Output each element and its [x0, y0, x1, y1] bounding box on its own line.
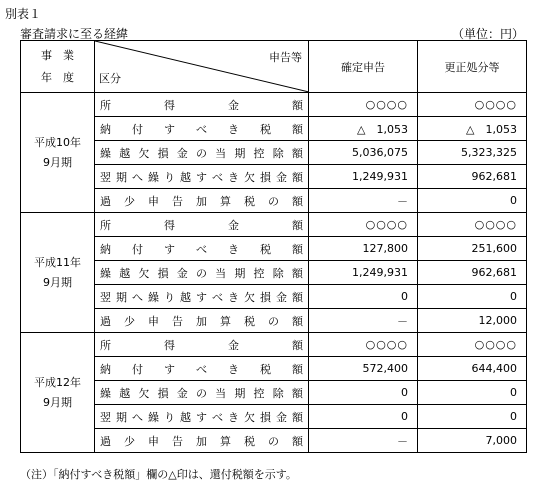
table-row	[21, 381, 527, 405]
kakutei-value: △ 1,053	[309, 117, 418, 141]
item-label-char: 額	[291, 386, 303, 400]
item-label-char: へ	[132, 170, 143, 184]
item-label-char: 期	[116, 170, 127, 184]
item-label-char: 期	[234, 266, 246, 280]
table-row	[21, 237, 527, 261]
item-label-char: 除	[272, 266, 284, 280]
item-label-char: へ	[132, 410, 143, 424]
item-label-char: 翌	[100, 170, 111, 184]
item-label-char: 越	[180, 290, 191, 304]
fiscal-period-cell	[21, 333, 95, 453]
item-label-char: 過	[100, 314, 111, 328]
item-label-char: り	[164, 290, 175, 304]
item-label-char: 欠	[244, 410, 255, 424]
item-label-char: 額	[292, 338, 303, 352]
item-label-char: 税	[260, 122, 271, 136]
item-label-kurikoshi	[95, 261, 309, 285]
kakutei-value: 1,249,931	[309, 261, 418, 285]
item-label-char: 翌	[100, 290, 111, 304]
item-label-char: 繰	[148, 410, 159, 424]
item-label-char: 少	[124, 194, 135, 208]
item-label-char: す	[164, 122, 175, 136]
kakutei-value: 572,400	[309, 357, 418, 381]
item-label-char: 得	[164, 218, 175, 232]
item-label-char: す	[164, 362, 175, 376]
item-label-char: り	[164, 170, 175, 184]
item-label-char: 算	[220, 194, 231, 208]
table-row	[21, 117, 527, 141]
item-label-shotoku	[95, 333, 309, 357]
header-row	[21, 41, 527, 93]
item-label-char: 税	[260, 362, 271, 376]
kakutei-value: －	[309, 429, 418, 453]
item-label-char: 額	[291, 146, 303, 160]
kosei-value: ○○○○	[418, 333, 527, 357]
item-label-char: 額	[292, 434, 303, 448]
item-label-char: 額	[292, 98, 303, 112]
item-label-char: す	[196, 290, 207, 304]
item-label-char: 所	[100, 98, 111, 112]
header-fiscal-year	[21, 41, 95, 93]
item-label-char: の	[268, 434, 279, 448]
item-label-char: き	[228, 122, 239, 136]
item-label-char: 税	[244, 194, 255, 208]
kosei-value: 7,000	[418, 429, 527, 453]
unit-label: （単位：円）	[451, 27, 524, 41]
kakutei-value: 1,249,931	[309, 165, 418, 189]
item-label-char: 申	[148, 434, 159, 448]
item-label-char: 付	[132, 122, 143, 136]
fiscal-period-month: 9月期	[43, 395, 72, 409]
item-label-char: 越	[180, 410, 191, 424]
item-label-char: 金	[276, 410, 287, 424]
item-label-char: 繰	[100, 386, 111, 400]
item-label-char: の	[268, 314, 279, 328]
item-label-shotoku	[95, 213, 309, 237]
item-label-char: 損	[260, 290, 271, 304]
item-label-char: 越	[119, 146, 131, 160]
item-label-char: 損	[157, 266, 169, 280]
table-row	[21, 309, 527, 333]
fiscal-period-month: 9月期	[43, 155, 72, 169]
item-label-char: き	[228, 170, 239, 184]
item-label-char: 得	[164, 98, 175, 112]
item-label-nofu	[95, 117, 309, 141]
item-label-char: 除	[272, 146, 284, 160]
fiscal-period-cell	[21, 213, 95, 333]
kakutei-value: ○○○○	[309, 93, 418, 117]
table-row	[21, 405, 527, 429]
item-label-char: 加	[196, 434, 207, 448]
header-kakutei: 確定申告	[309, 41, 418, 93]
item-label-char: 額	[292, 242, 303, 256]
item-label-char: 額	[292, 218, 303, 232]
item-label-char: 期	[116, 410, 127, 424]
table-row	[21, 285, 527, 309]
item-label-char: 過	[100, 434, 111, 448]
kosei-value: 0	[418, 405, 527, 429]
item-label-kasho	[95, 429, 309, 453]
item-label-char: 損	[260, 170, 271, 184]
item-label-kasho	[95, 189, 309, 213]
item-label-kasho	[95, 309, 309, 333]
item-label-char: 額	[292, 122, 303, 136]
kosei-value: △ 1,053	[418, 117, 527, 141]
item-label-char: へ	[132, 290, 143, 304]
item-label-char: の	[195, 386, 207, 400]
item-label-char: 納	[100, 122, 111, 136]
item-label-kurikoshi	[95, 141, 309, 165]
item-label-char: 税	[244, 434, 255, 448]
item-label-char: 期	[234, 386, 246, 400]
item-label-char: 欠	[138, 266, 150, 280]
history-table	[20, 40, 527, 453]
item-label-char: 欠	[244, 170, 255, 184]
item-label-char: 繰	[100, 146, 111, 160]
item-label-char: 越	[119, 386, 131, 400]
item-label-char: 額	[292, 170, 303, 184]
item-label-char: 金	[176, 146, 188, 160]
header-nendo: 年 度	[41, 70, 74, 84]
header-kosei: 更正処分等	[418, 41, 527, 93]
item-label-char: 期	[234, 146, 246, 160]
item-label-char: 得	[164, 338, 175, 352]
fiscal-period-year: 平成11年	[34, 255, 81, 269]
item-label-char: 金	[228, 98, 239, 112]
item-label-char: 当	[215, 386, 227, 400]
item-label-char: 告	[172, 194, 183, 208]
item-label-char: べ	[196, 242, 207, 256]
item-label-shotoku	[95, 93, 309, 117]
item-label-char: 期	[116, 290, 127, 304]
item-label-char: 越	[180, 170, 191, 184]
item-label-char: 繰	[100, 266, 111, 280]
item-label-char: す	[196, 170, 207, 184]
item-label-char: べ	[212, 290, 223, 304]
item-label-char: 算	[220, 314, 231, 328]
kakutei-value: 127,800	[309, 237, 418, 261]
item-label-kurikoshi	[95, 381, 309, 405]
kakutei-value: ○○○○	[309, 333, 418, 357]
kakutei-value: 0	[309, 381, 418, 405]
kakutei-value: －	[309, 309, 418, 333]
item-label-char: の	[195, 146, 207, 160]
kosei-value: 962,681	[418, 165, 527, 189]
item-label-yokuki	[95, 405, 309, 429]
item-label-char: 過	[100, 194, 111, 208]
item-label-char: 控	[253, 386, 265, 400]
table-row	[21, 213, 527, 237]
item-label-char: 控	[253, 146, 265, 160]
kakutei-value: 0	[309, 405, 418, 429]
item-label-char: 少	[124, 314, 135, 328]
item-label-char: 申	[148, 314, 159, 328]
item-label-char: 越	[119, 266, 131, 280]
item-label-char: 金	[276, 290, 287, 304]
header-shinkokuto: 申告等	[269, 51, 302, 64]
table-row	[21, 165, 527, 189]
item-label-char: 額	[292, 290, 303, 304]
item-label-char: 繰	[148, 170, 159, 184]
table-row	[21, 429, 527, 453]
item-label-char: 繰	[148, 290, 159, 304]
item-label-char: 所	[100, 218, 111, 232]
item-label-char: き	[228, 290, 239, 304]
kosei-value: 5,323,325	[418, 141, 527, 165]
item-label-char: べ	[212, 170, 223, 184]
kosei-value: 644,400	[418, 357, 527, 381]
item-label-char: き	[228, 410, 239, 424]
item-label-char: べ	[196, 362, 207, 376]
table-caption: 審査請求に至る経緯	[20, 27, 129, 41]
item-label-char: 金	[228, 338, 239, 352]
kakutei-value: ○○○○	[309, 213, 418, 237]
kosei-value: 0	[418, 381, 527, 405]
item-label-char: の	[268, 194, 279, 208]
item-label-char: 付	[132, 362, 143, 376]
document-label: 別表１	[5, 7, 42, 21]
item-label-char: 納	[100, 362, 111, 376]
kosei-value: ○○○○	[418, 213, 527, 237]
table-row	[21, 261, 527, 285]
item-label-char: 算	[220, 434, 231, 448]
item-label-char: 損	[157, 386, 169, 400]
item-label-char: の	[195, 266, 207, 280]
item-label-char: 額	[292, 410, 303, 424]
item-label-char: 当	[215, 266, 227, 280]
item-label-nofu	[95, 237, 309, 261]
kosei-value: ○○○○	[418, 93, 527, 117]
kosei-value: 962,681	[418, 261, 527, 285]
kosei-value: 251,600	[418, 237, 527, 261]
kosei-value: 0	[418, 285, 527, 309]
item-label-char: り	[164, 410, 175, 424]
item-label-yokuki	[95, 285, 309, 309]
header-kubun: 区分	[99, 72, 121, 85]
kakutei-value: －	[309, 189, 418, 213]
header-jigyo: 事 業	[41, 48, 74, 62]
item-label-char: 金	[276, 170, 287, 184]
footnote: （注）「納付すべき税額」欄の△印は、還付税額を示す。	[20, 468, 297, 481]
item-label-char: き	[228, 362, 239, 376]
item-label-char: 欠	[138, 386, 150, 400]
item-label-char: 欠	[244, 290, 255, 304]
item-label-char: 当	[215, 146, 227, 160]
table-row	[21, 357, 527, 381]
item-label-char: 税	[244, 314, 255, 328]
fiscal-period-cell	[21, 93, 95, 213]
header-corner-cell	[95, 41, 309, 93]
item-label-char: 翌	[100, 410, 111, 424]
item-label-char: 申	[148, 194, 159, 208]
item-label-char: 加	[196, 314, 207, 328]
item-label-char: 金	[176, 266, 188, 280]
item-label-char: 告	[172, 314, 183, 328]
item-label-char: 金	[176, 386, 188, 400]
item-label-char: 損	[260, 410, 271, 424]
item-label-char: 付	[132, 242, 143, 256]
item-label-char: す	[196, 410, 207, 424]
item-label-char: 金	[228, 218, 239, 232]
item-label-char: 加	[196, 194, 207, 208]
item-label-char: 所	[100, 338, 111, 352]
item-label-char: 額	[292, 362, 303, 376]
fiscal-period-year: 平成12年	[34, 375, 81, 389]
item-label-char: 欠	[138, 146, 150, 160]
item-label-char: 除	[272, 386, 284, 400]
item-label-char: 額	[292, 314, 303, 328]
fiscal-period-year: 平成10年	[34, 135, 81, 149]
item-label-char: 告	[172, 434, 183, 448]
fiscal-period-month: 9月期	[43, 275, 72, 289]
item-label-char: べ	[196, 122, 207, 136]
table-row	[21, 333, 527, 357]
kakutei-value: 0	[309, 285, 418, 309]
item-label-char: き	[228, 242, 239, 256]
item-label-char: 控	[253, 266, 265, 280]
item-label-yokuki	[95, 165, 309, 189]
item-label-char: 額	[291, 266, 303, 280]
item-label-char: 少	[124, 434, 135, 448]
table-row	[21, 141, 527, 165]
item-label-char: べ	[212, 410, 223, 424]
item-label-char: す	[164, 242, 175, 256]
table-row	[21, 93, 527, 117]
table-row	[21, 189, 527, 213]
item-label-char: 額	[292, 194, 303, 208]
item-label-char: 税	[260, 242, 271, 256]
kosei-value: 12,000	[418, 309, 527, 333]
item-label-nofu	[95, 357, 309, 381]
item-label-char: 損	[157, 146, 169, 160]
item-label-char: 納	[100, 242, 111, 256]
kosei-value: 0	[418, 189, 527, 213]
kakutei-value: 5,036,075	[309, 141, 418, 165]
